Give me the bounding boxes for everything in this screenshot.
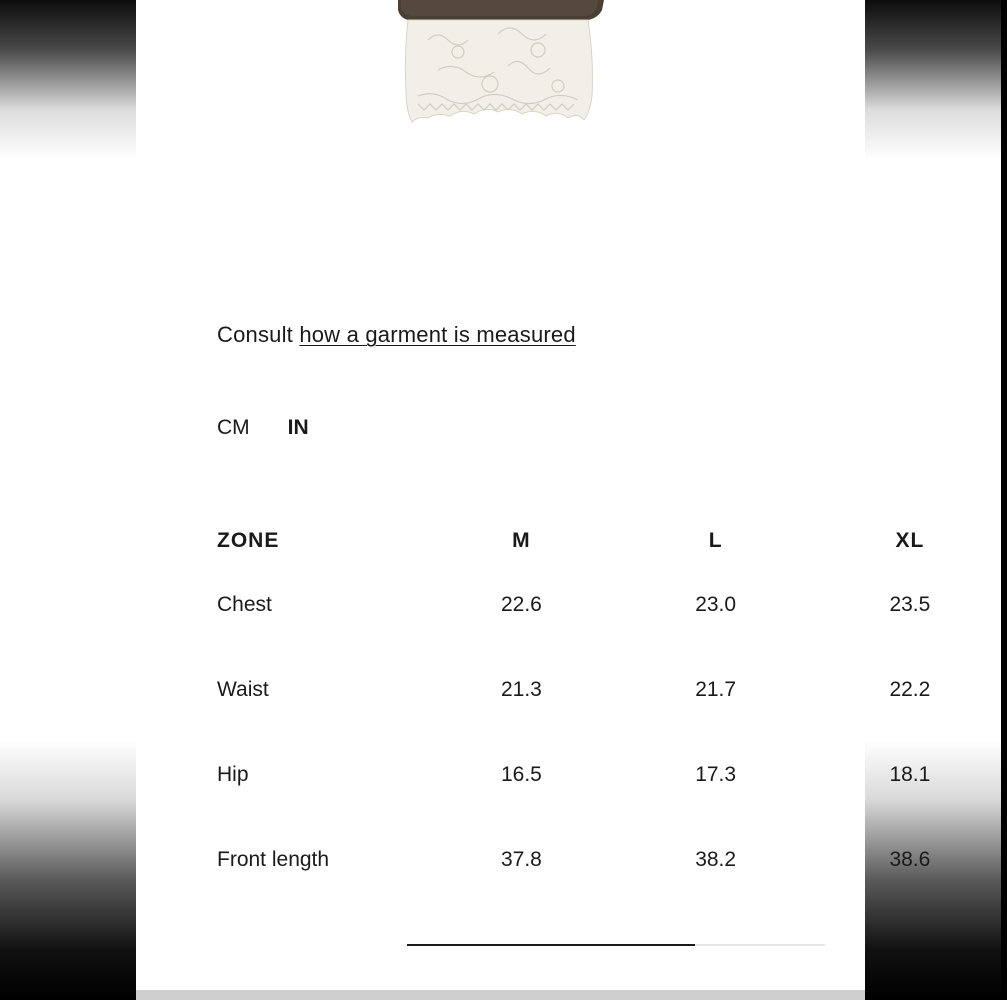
blurred-backdrop-left bbox=[0, 0, 136, 1000]
measurement-cell: 21.7 bbox=[695, 677, 737, 701]
zone-label: Hip bbox=[217, 762, 249, 786]
size-guide-panel bbox=[136, 0, 931, 990]
zone-column-header: ZONE bbox=[217, 529, 280, 552]
zone-label: Front length bbox=[217, 847, 330, 871]
zone-label: Chest bbox=[217, 592, 272, 616]
measurement-cell: 38.2 bbox=[695, 847, 737, 871]
table-row bbox=[217, 647, 1007, 732]
size-column-header: M bbox=[512, 529, 531, 552]
table-row bbox=[217, 562, 1007, 647]
unit-cm-button[interactable]: CM bbox=[217, 416, 250, 439]
measurement-cell: 22.2 bbox=[889, 677, 931, 701]
table-row bbox=[217, 732, 1007, 817]
measurement-cell: 18.1 bbox=[889, 762, 931, 786]
measurement-cell: 22.6 bbox=[500, 592, 542, 616]
bottom-edge bbox=[136, 990, 865, 1000]
size-table bbox=[217, 520, 1007, 902]
zone-label: Waist bbox=[217, 677, 269, 701]
measurement-cell: 16.5 bbox=[500, 762, 542, 786]
product-image bbox=[398, 0, 608, 130]
size-table-scroll-area[interactable] bbox=[217, 520, 931, 900]
size-column-header: L bbox=[708, 529, 723, 552]
unit-in-button[interactable]: IN bbox=[287, 416, 309, 439]
horizontal-scrollbar[interactable] bbox=[407, 944, 825, 946]
unit-toggle bbox=[217, 416, 309, 440]
measurement-cell: 38.6 bbox=[889, 847, 931, 871]
measurement-cell: 23.5 bbox=[889, 592, 931, 616]
table-header-row bbox=[217, 520, 1007, 562]
consult-prefix: Consult bbox=[217, 322, 300, 347]
measurement-guide-note bbox=[217, 322, 576, 348]
measurement-cell: 23.0 bbox=[695, 592, 737, 616]
measurement-cell: 37.8 bbox=[500, 847, 542, 871]
scrollbar-thumb[interactable] bbox=[407, 944, 695, 946]
table-row bbox=[217, 817, 1007, 902]
measurement-cell: 17.3 bbox=[695, 762, 737, 786]
how-measured-link[interactable]: how a garment is measured bbox=[299, 322, 576, 347]
measurement-cell: 21.3 bbox=[500, 677, 542, 701]
size-column-header: XL bbox=[895, 529, 925, 552]
